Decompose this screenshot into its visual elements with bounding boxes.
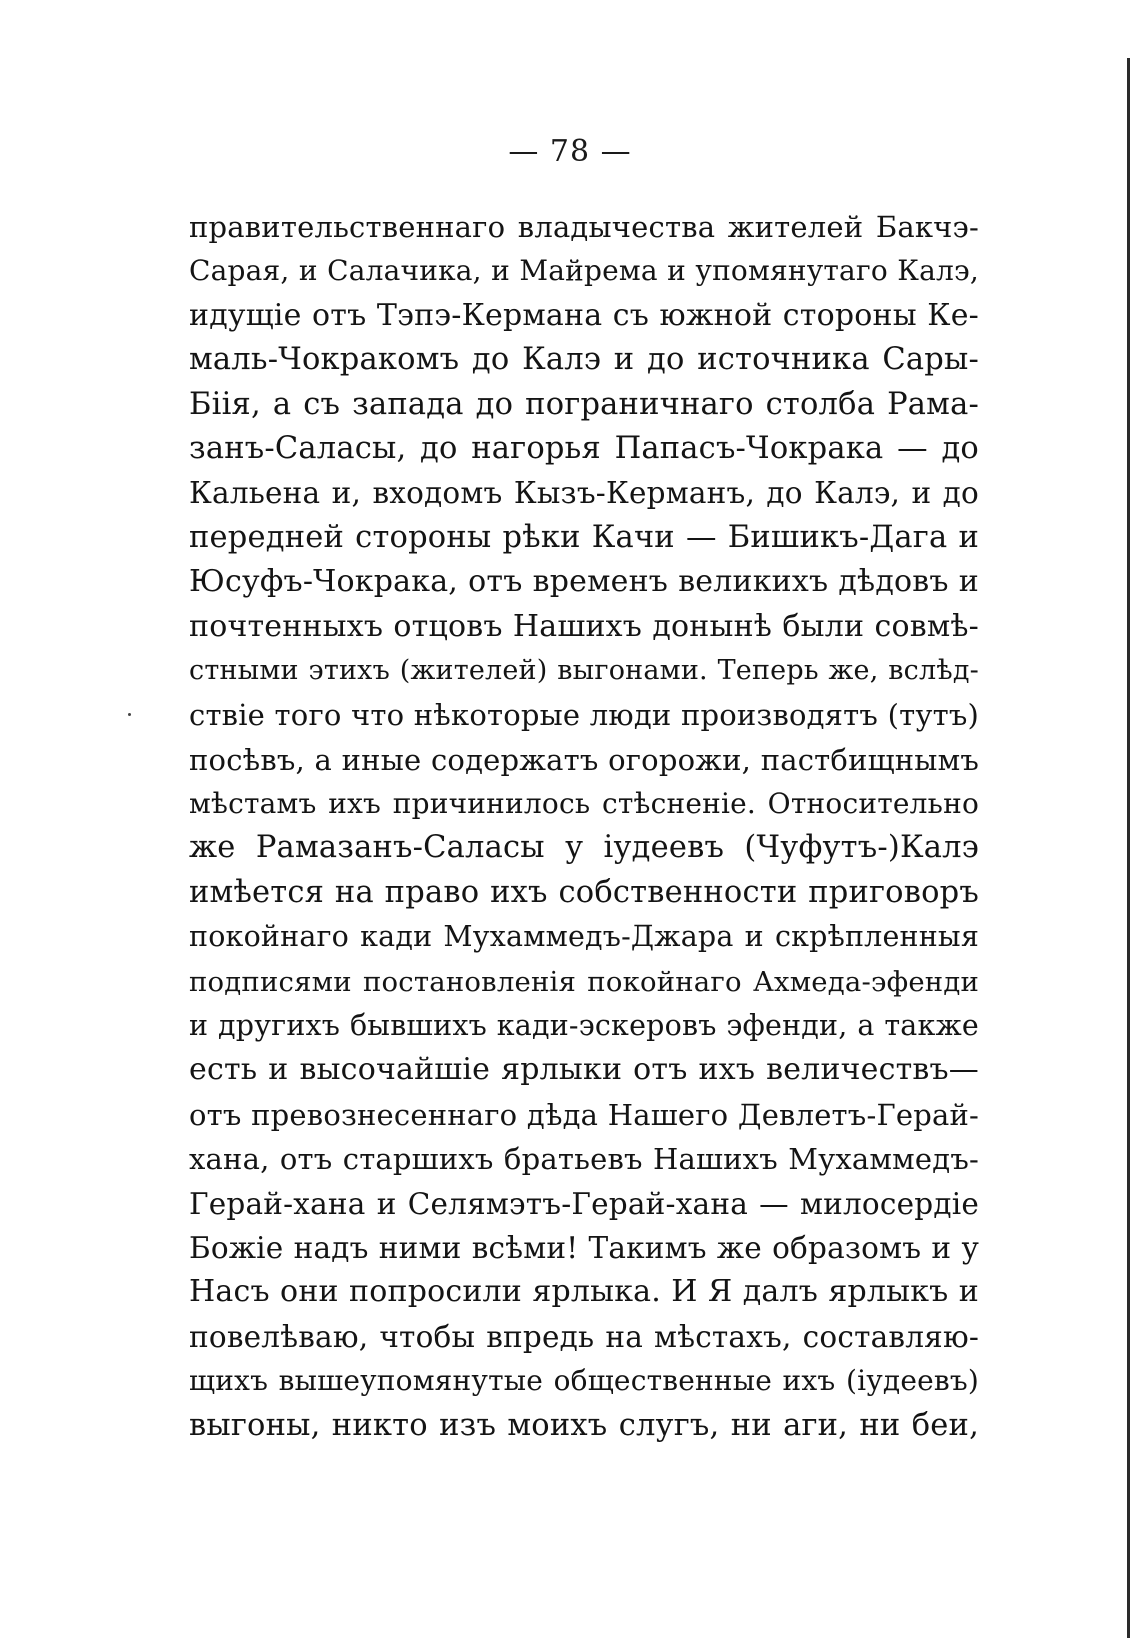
- text-line: Юсуфъ-Чокрака, отъ временъ великихъ дѣдовъ и: [189, 564, 979, 600]
- text-line: имѣется на право ихъ собственности приговоръ: [189, 874, 979, 910]
- text-line: идущіе отъ Тэпэ-Кермана съ южной стороны Ке-: [189, 297, 979, 333]
- text-line: отъ превознесеннаго дѣда Нашего Девлетъ-Герай-: [189, 1097, 979, 1132]
- text-line: почтенныхъ отцовъ Нашихъ донынѣ были совмѣ-: [189, 608, 979, 644]
- text-line: и другихъ бывшихъ кади-эскеровъ эфенди, а также: [189, 1009, 979, 1043]
- text-line: мѣстамъ ихъ причинилось стѣсненіе. Относительно: [189, 787, 979, 821]
- body-text: [189, 205, 979, 1448]
- text-line: Сарая, и Салачика, и Майрема и упомянутаго Калэ,: [189, 254, 979, 288]
- text-line: маль-Чокракомъ до Калэ и до источника Сары-: [189, 342, 979, 378]
- text-line: занъ-Саласы, до нагорья Папасъ-Чокрака — до: [189, 430, 979, 466]
- text-line: покойнаго кади Мухаммедъ-Джара и скрѣпленныя: [189, 920, 979, 954]
- text-line: Кальена и, входомъ Кызъ-Керманъ, до Калэ, и до: [189, 476, 979, 511]
- margin-speck: [128, 713, 131, 716]
- text-line: передней стороны рѣки Качи — Бишикъ-Дага и: [189, 519, 979, 555]
- text-line: ствіе того что нѣкоторые люди производятъ (тутъ): [189, 698, 979, 733]
- text-line: подписями постановленія покойнаго Ахмеда-эфенди: [189, 965, 979, 998]
- text-line: Біія, а съ запада до пограничнаго столба Рама-: [189, 386, 979, 422]
- text-line: повелѣваю, чтобы впредь на мѣстахъ, составляю-: [189, 1319, 979, 1354]
- page-edge-line: [1127, 58, 1130, 1638]
- text-line: Насъ они попросили ярлыка. И Я далъ ярлыкъ и: [189, 1274, 979, 1310]
- text-line: щихъ вышеупомянутые общественные ихъ (іудеевъ): [189, 1364, 979, 1398]
- text-line: стными этихъ (жителей) выгонами. Теперь же, вслѣд-: [189, 654, 979, 686]
- text-line: Божіе надъ ними всѣми! Такимъ же образомъ и у: [189, 1230, 979, 1265]
- text-line: правительственнаго владычества жителей Бакчэ-: [189, 210, 979, 244]
- text-line: выгоны, никто изъ моихъ слугъ, ни аги, ни беи,: [189, 1407, 979, 1443]
- text-line: хана, отъ старшихъ братьевъ Нашихъ Мухаммедъ-: [189, 1142, 979, 1177]
- text-line: же Рамазанъ-Саласы у іудеевъ (Чуфутъ-)Калэ: [189, 830, 979, 866]
- text-line: Герай-хана и Селямэтъ-Герай-хана — милосердіе: [189, 1186, 979, 1221]
- page-number: — 78 —: [508, 134, 632, 169]
- text-line: посѣвъ, а иные содержатъ огорожи, пастбищнымъ: [189, 742, 979, 777]
- text-line: есть и высочайшіе ярлыки отъ ихъ величествъ—: [189, 1052, 979, 1088]
